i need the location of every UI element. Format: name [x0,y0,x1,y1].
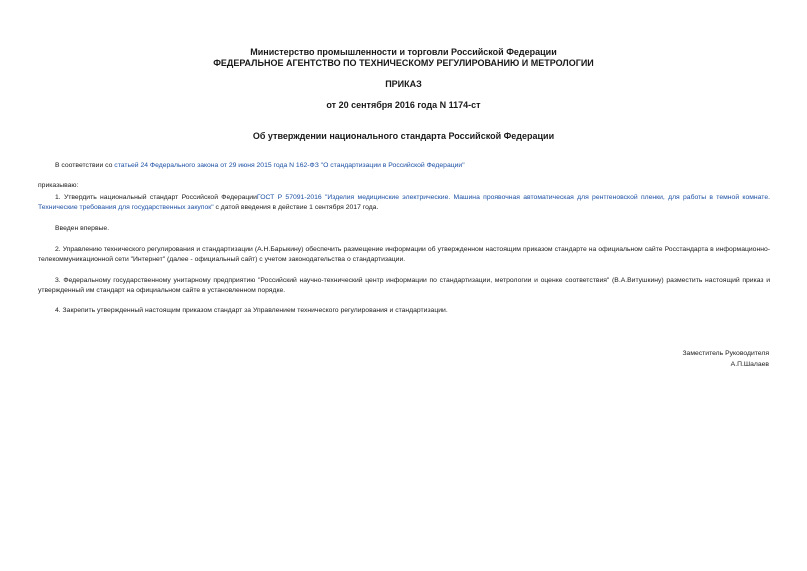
date-number-heading: от 20 сентября 2016 года N 1174-ст [326,100,481,110]
item-4-paragraph: 4. Закрепить утвержденный настоящим приказом стандарт за Управлением технического регулирования и стандартизации. [55,307,448,314]
preamble-prefix: В соответствии со [55,162,115,169]
preamble-paragraph [38,161,770,171]
signatory-name: А.П.Шалаев [730,361,769,368]
item-1-prefix: 1. Утвердить национальный стандарт Российской Федерации [55,194,257,201]
item-1-suffix: с датой введения в действие 1 сентября 2017 года. [213,204,379,211]
item-2-paragraph: 2. Управлению технического регулирования и стандартизации (А.Н.Барыкину) обеспечить размещение информации об утвержденном настоящим приказом стандарте на официальном сайте Росстандарта в информационно-телекоммуникационной сети "Интернет" (далее - официальный сайт) с учетом законодательства о стандартизации. [38,246,770,263]
order-word: приказываю: [38,182,79,189]
signatory-position: Заместитель Руководителя [682,350,769,357]
ministry-heading: Министерство промышленности и торговли Российской Федерации [250,47,557,57]
federal-law-link[interactable]: статьей 24 Федерального закона от 29 июня 2015 года N 162-ФЗ "О стандартизации в Российской Федерации" [114,162,465,169]
item-1-paragraph [38,193,770,213]
doc-type-heading: ПРИКАЗ [385,79,422,89]
subject-heading: Об утверждении национального стандарта Российской Федерации [252,131,555,141]
introduced-note: Введен впервые. [55,225,110,232]
item-3-paragraph: 3. Федеральному государственному унитарному предприятию "Российский научно-технический центр информации по стандартизации, метрологии и оценке соответствия" (В.А.Витушкину) разместить настоящий приказ и утвержденный им стандарт на официальном сайте в установленном порядке. [38,277,770,294]
gost-standard-link[interactable]: ГОСТ Р 57091-2016 "Изделия медицинские электрические. Машина проявочная автоматическая для рентгеновской пленки, для работы в темной комнате. Технические требования для государственных закупок" [38,194,770,211]
agency-heading: ФЕДЕРАЛЬНОЕ АГЕНТСТВО ПО ТЕХНИЧЕСКОМУ РЕГУЛИРОВАНИЮ И МЕТРОЛОГИИ [213,58,594,68]
